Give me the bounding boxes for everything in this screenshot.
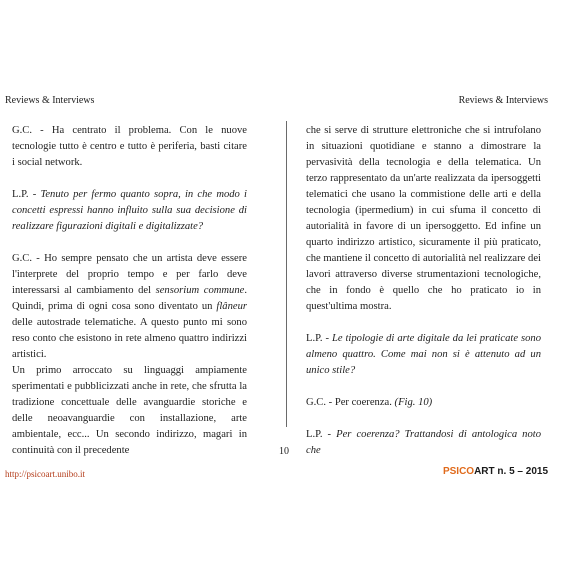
speaker-label: L.P. - — [12, 189, 41, 200]
answer-paragraph — [306, 395, 541, 411]
running-header-left: Reviews & Interviews — [5, 95, 95, 106]
running-header-right: Reviews & Interviews — [458, 95, 548, 106]
answer-text: G.C. - Per coerenza. — [306, 397, 395, 408]
figure-reference: (Fig. 10) — [394, 397, 433, 408]
page-number: 10 — [279, 446, 289, 457]
brand-psico: PSICO — [442, 466, 475, 477]
question-paragraph — [306, 331, 541, 379]
answer-text: delle autostrade telematiche. A questo punto mi sono reso conto che esistono in rete almeno quattro indirizzi artistici. — [12, 317, 247, 360]
answer-paragraph: G.C. - Ha centrato il problema. Con le nuove tecnologie tutto è centro e tutto è periferia, basti citare i social network. — [12, 125, 247, 168]
answer-paragraph — [12, 251, 247, 363]
question-text: Le tipologie di arte digitale da lei praticate sono almeno quattro. Come mai non si è attenuto ad un unico stile? — [306, 333, 541, 376]
right-text-column — [306, 123, 541, 475]
answer-paragraph: Un primo arroccato su linguaggi ampiamente sperimentati e pubblicizzati anche in rete, che sfrutta la tradizione concettuale delle avanguardie storiche e delle neoavanguardie con installazione, arte ambientale, ecc... Un secondo indirizzo, magari in continuità con il precedente — [12, 365, 247, 456]
column-divider — [286, 121, 287, 427]
speaker-label: L.P. - — [306, 333, 332, 344]
question-text: Tenuto per fermo quanto sopra, in che modo i concetti espressi hanno influito sulla sua decisione di realizzare figurazioni digitali e digitalizzate? — [12, 189, 248, 232]
answer-text: G.C. - Ho sempre pensato che un artista deve essere l'interprete del proprio tempo e per farlo deve interessarsi al cambiamento del — [12, 253, 247, 296]
question-text: Per coerenza? Trattandosi di antologica noto che — [306, 429, 542, 456]
speaker-label: L.P. - — [306, 429, 337, 440]
journal-url-link[interactable]: http://psicoart.unibo.it — [5, 469, 85, 479]
journal-brand — [443, 466, 548, 477]
brand-issue: ART n. 5 – 2015 — [474, 466, 548, 477]
italic-term: sensorium commune — [155, 285, 245, 296]
italic-term: flâneur — [216, 301, 247, 312]
answer-paragraph: che si serve di strutture elettroniche che si intrufolano in situazioni quotidiane e stanno a dimostrare la pervasività della tecnologia e della telematica. Un terzo rappresentato da un'arte realizzata da ipersoggetti telematici che usano la commistione delle arti e della tecnologia (ipermedium) in cui sfuma il concetto di autorialità in favore di un ipersoggetto. Ed infine un quarto indirizzo artistico, sicuramente il più praticato, che mantiene il concetto di autorialità nel realizzare dei lavori attraverso diverse strumentazioni tecnologiche, che in fondo è quello che ho praticato io in quest'ultima mostra. — [306, 125, 541, 312]
answer-text: . Quindi, prima di ogni cosa sono diventato un — [12, 285, 247, 312]
question-paragraph — [12, 187, 247, 235]
left-text-column — [12, 123, 247, 475]
